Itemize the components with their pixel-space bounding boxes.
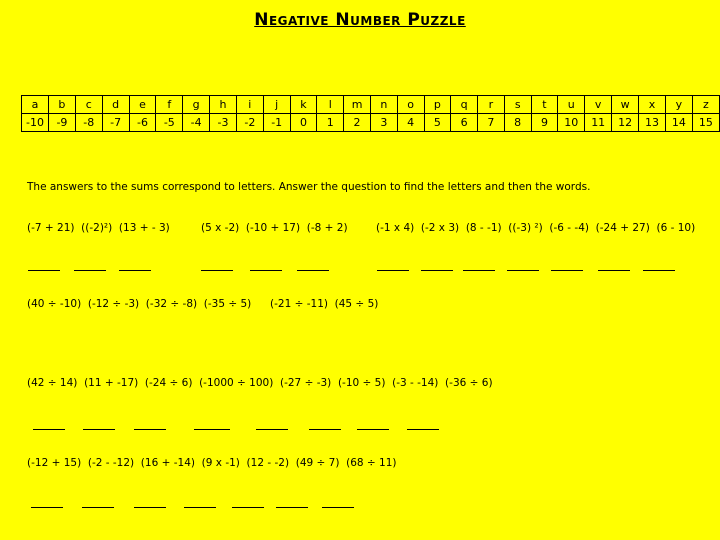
key-letter-cell: q bbox=[451, 96, 478, 114]
key-number-cell: -9 bbox=[49, 114, 76, 132]
numbers-row bbox=[22, 114, 720, 132]
key-number-cell: 12 bbox=[612, 114, 639, 132]
key-letter-cell: a bbox=[22, 96, 49, 114]
question-group-2a: (40 ÷ -10) (-12 ÷ -3) (-32 ÷ -8) (-35 ÷ 5) bbox=[27, 298, 252, 310]
key-letter-cell: f bbox=[156, 96, 183, 114]
key-letter-cell: b bbox=[49, 96, 76, 114]
key-letter-cell: t bbox=[531, 96, 558, 114]
question-group-1c: (-1 x 4) (-2 x 3) (8 - -1) ((-3) ²) (-6 - -4) (-24 + 27) (6 - 10) bbox=[376, 222, 696, 234]
key-number-cell: 13 bbox=[639, 114, 666, 132]
key-letter-cell: r bbox=[478, 96, 505, 114]
answer-blank[interactable] bbox=[33, 429, 65, 430]
instructions: The answers to the sums correspond to letters. Answer the question to find the letters and then the words. bbox=[27, 181, 591, 193]
key-letter-cell: i bbox=[236, 96, 263, 114]
answer-blank[interactable] bbox=[276, 507, 308, 508]
key-number-cell: 4 bbox=[397, 114, 424, 132]
answer-blank[interactable] bbox=[31, 507, 63, 508]
key-number-cell: 11 bbox=[585, 114, 612, 132]
answer-blank[interactable] bbox=[551, 270, 583, 271]
answer-blank[interactable] bbox=[598, 270, 630, 271]
key-number-cell: -1 bbox=[263, 114, 290, 132]
key-number-cell: -5 bbox=[156, 114, 183, 132]
key-letter-cell: h bbox=[210, 96, 237, 114]
key-letter-cell: v bbox=[585, 96, 612, 114]
key-letter-cell: l bbox=[317, 96, 344, 114]
question-group-2b: (-21 ÷ -11) (45 ÷ 5) bbox=[270, 298, 379, 310]
key-letter-cell: d bbox=[102, 96, 129, 114]
key-letter-cell: s bbox=[504, 96, 531, 114]
key-number-cell: 9 bbox=[531, 114, 558, 132]
answer-blank[interactable] bbox=[184, 507, 216, 508]
key-letter-cell: x bbox=[639, 96, 666, 114]
answer-blank[interactable] bbox=[507, 270, 539, 271]
answer-blank[interactable] bbox=[377, 270, 409, 271]
answer-blank[interactable] bbox=[250, 270, 282, 271]
key-number-cell: 15 bbox=[692, 114, 719, 132]
key-letter-cell: w bbox=[612, 96, 639, 114]
key-number-cell: -3 bbox=[210, 114, 237, 132]
key-number-cell: 10 bbox=[558, 114, 585, 132]
key-letter-cell: p bbox=[424, 96, 451, 114]
key-letter-cell: u bbox=[558, 96, 585, 114]
answer-blank[interactable] bbox=[309, 429, 341, 430]
answer-blank[interactable] bbox=[643, 270, 675, 271]
key-number-cell: -4 bbox=[183, 114, 210, 132]
key-number-cell: 7 bbox=[478, 114, 505, 132]
answer-blank[interactable] bbox=[74, 270, 106, 271]
answer-blank[interactable] bbox=[83, 429, 115, 430]
answer-blank[interactable] bbox=[28, 270, 60, 271]
key-letter-cell: j bbox=[263, 96, 290, 114]
key-letter-cell: o bbox=[397, 96, 424, 114]
answer-blank[interactable] bbox=[201, 270, 233, 271]
key-letter-cell: y bbox=[665, 96, 692, 114]
letters-row bbox=[22, 96, 720, 114]
answer-blank[interactable] bbox=[407, 429, 439, 430]
key-number-cell: 3 bbox=[370, 114, 397, 132]
answer-blank[interactable] bbox=[463, 270, 495, 271]
answer-blank[interactable] bbox=[357, 429, 389, 430]
answer-blank[interactable] bbox=[82, 507, 114, 508]
key-number-cell: 0 bbox=[290, 114, 317, 132]
key-number-cell: 5 bbox=[424, 114, 451, 132]
key-number-cell: -10 bbox=[22, 114, 49, 132]
question-group-1a: (-7 + 21) ((-2)²) (13 + - 3) bbox=[27, 222, 170, 234]
answer-blank[interactable] bbox=[134, 429, 166, 430]
key-letter-cell: z bbox=[692, 96, 719, 114]
question-group-4: (-12 + 15) (-2 - -12) (16 + -14) (9 x -1) (12 - -2) (49 ÷ 7) (68 ÷ 11) bbox=[27, 457, 397, 469]
answer-blank[interactable] bbox=[194, 429, 230, 430]
key-letter-cell: c bbox=[75, 96, 102, 114]
question-group-3: (42 ÷ 14) (11 + -17) (-24 ÷ 6) (-1000 ÷ 100) (-27 ÷ -3) (-10 ÷ 5) (-3 - -14) (-36 ÷ 6) bbox=[27, 377, 493, 389]
key-number-cell: -2 bbox=[236, 114, 263, 132]
key-number-cell: -8 bbox=[75, 114, 102, 132]
answer-blank[interactable] bbox=[256, 429, 288, 430]
answer-blank[interactable] bbox=[322, 507, 354, 508]
answer-blank[interactable] bbox=[232, 507, 264, 508]
answer-blank[interactable] bbox=[297, 270, 329, 271]
answer-blank[interactable] bbox=[134, 507, 166, 508]
key-number-cell: 2 bbox=[344, 114, 371, 132]
question-group-1b: (5 x -2) (-10 + 17) (-8 + 2) bbox=[201, 222, 348, 234]
letter-number-key bbox=[21, 95, 720, 132]
answer-blank[interactable] bbox=[119, 270, 151, 271]
key-number-cell: -6 bbox=[129, 114, 156, 132]
key-number-cell: 6 bbox=[451, 114, 478, 132]
key-letter-cell: e bbox=[129, 96, 156, 114]
key-letter-cell: g bbox=[183, 96, 210, 114]
key-number-cell: -7 bbox=[102, 114, 129, 132]
key-letter-cell: k bbox=[290, 96, 317, 114]
key-number-cell: 8 bbox=[504, 114, 531, 132]
key-letter-cell: n bbox=[370, 96, 397, 114]
key-number-cell: 14 bbox=[665, 114, 692, 132]
key-number-cell: 1 bbox=[317, 114, 344, 132]
page-title: Negative Number Puzzle bbox=[254, 10, 466, 30]
answer-blank[interactable] bbox=[421, 270, 453, 271]
key-letter-cell: m bbox=[344, 96, 371, 114]
